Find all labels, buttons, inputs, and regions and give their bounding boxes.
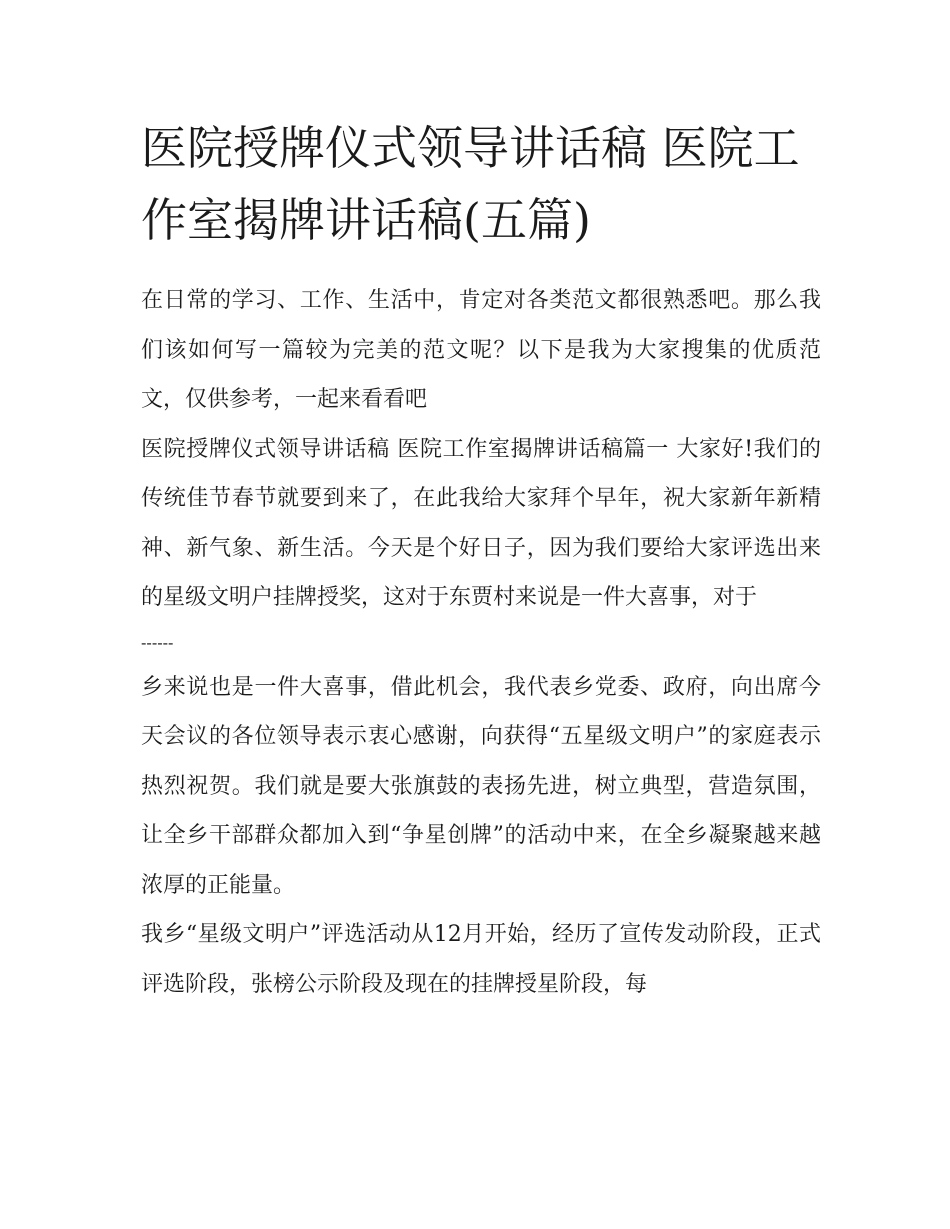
body-paragraph-1: 医院授牌仪式领导讲话稿 医院工作室揭牌讲话稿篇一 大家好!我们的传统佳节春节就要到来了，在此我给大家拜个早年，祝大家新年新精神、新气象、新生活。今天是个好日子，因为我们要给大家评选出来的星级文明户挂牌授奖，这对于东贾村来说是一件大喜事，对于 (141, 436, 821, 610)
separator-line: ------ (141, 632, 174, 652)
intro-paragraph: 在日常的学习、工作、生活中，肯定对各类范文都很熟悉吧。那么我们该如何写一篇较为完美的范文呢？以下是我为大家搜集的优质范文，仅供参考，一起来看看吧 (141, 288, 821, 412)
body-paragraph-3: 我乡“星级文明户”评选活动从12月开始，经历了宣传发动阶段，正式评选阶段，张榜公示阶段及现在的挂牌授星阶段，每 (141, 922, 821, 997)
document-page (141, 112, 821, 1009)
document-title: 医院授牌仪式领导讲话稿 医院工作室揭牌讲话稿(五篇) (141, 121, 800, 247)
body-paragraph-2: 乡来说也是一件大喜事，借此机会，我代表乡党委、政府，向出席今天会议的各位领导表示衷心感谢，向获得“五星级文明户”的家庭表示热烈祝贺。我们就是要大张旗鼓的表扬先进，树立典型，营造氛围，让全乡干部群众都加入到“争星创牌”的活动中来，在全乡凝聚越来越浓厚的正能量。 (141, 674, 821, 898)
